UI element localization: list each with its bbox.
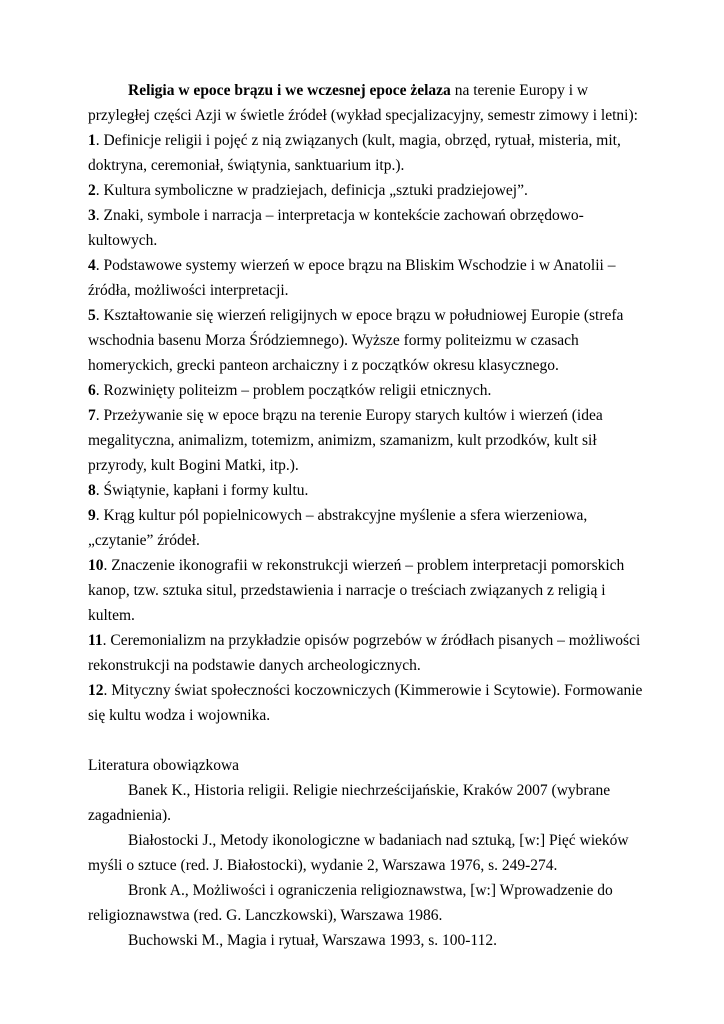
topic-item [88,128,648,178]
topic-text: . Rozwinięty politeizm – problem początków religii etnicznych. [95,382,492,399]
topic-item [88,178,648,203]
topic-number: 9 [88,507,96,524]
topic-item [88,503,648,553]
topic-number: 12 [88,682,104,699]
topic-number: 3 [88,207,96,224]
topic-item [88,678,648,728]
topic-item [88,553,648,628]
topic-item [88,253,648,303]
course-description: na terenie Europy i w przyległej części Azji w świetle źródeł (wykład specjalizacyjny, semestr zimowy i letni): [88,82,638,124]
topic-item [88,378,648,403]
topic-number: 1 [88,132,96,149]
topic-text: . Podstawowe systemy wierzeń w epoce brązu na Bliskim Wschodzie i w Anatolii – źródła, możliwości interpretacji. [88,257,616,299]
topic-number: 7 [88,407,96,424]
topic-number: 8 [88,482,96,499]
topic-text: . Kultura symboliczne w pradziejach, definicja „sztuki pradziejowej”. [95,182,528,199]
topic-item [88,303,648,378]
topic-number: 5 [88,307,96,324]
topic-text: . Kształtowanie się wierzeń religijnych w epoce brązu w południowej Europie (strefa wschodnia basenu Morza Śródziemnego). Wyższe formy politeizmu w czasach homeryckich, grecki panteon archaiczny i z początków okresu klasycznego. [88,307,624,374]
topic-number: 6 [88,382,96,399]
document-page [88,78,648,953]
literature-item: Białostocki J., Metody ikonologiczne w badaniach nad sztuką, [w:] Pięć wieków myśli o sztuce (red. J. Białostocki), wydanie 2, Warszawa 1976, s. 249-274. [88,832,629,874]
course-title: Religia w epoce brązu i we wczesnej epoce żelaza [128,82,451,99]
topic-text: . Mityczny świat społeczności koczowniczych (Kimmerowie i Scytowie). Formowanie się kultu wodza i wojownika. [88,682,643,724]
topic-text: . Definicje religii i pojęć z nią związanych (kult, magia, obrzęd, rytuał, misteria, mit, doktryna, ceremoniał, świątynia, sanktuarium itp.). [88,132,621,174]
topic-text: . Przeżywanie się w epoce brązu na terenie Europy starych kultów i wierzeń (idea megalityczna, animalizm, totemizm, animizm, szamanizm, kult przodków, kult sił przyrody, kult Bogini Matki, itp.). [88,407,603,474]
literature-heading: Literatura obowiązkowa [88,757,240,774]
literature-item: Buchowski M., Magia i rytuał, Warszawa 1993, s. 100-112. [128,932,497,949]
topic-text: . Świątynie, kapłani i formy kultu. [95,482,309,499]
topic-text: . Znaki, symbole i narracja – interpretacja w kontekście zachowań obrzędowo-kultowych. [88,207,584,249]
topic-number: 4 [88,257,96,274]
intro-paragraph [88,78,648,128]
topic-text: . Ceremonializm na przykładzie opisów pogrzebów w źródłach pisanych – możliwości rekonstrukcji na podstawie danych archeologicznych. [88,632,641,674]
section-spacer [88,728,648,753]
topic-item [88,403,648,478]
topic-number: 11 [88,632,103,649]
literature-item: Banek K., Historia religii. Religie niechrześcijańskie, Kraków 2007 (wybrane zagadnienia). [88,782,611,824]
topic-item [88,628,648,678]
topic-text: . Krąg kultur pól popielnicowych – abstrakcyjne myślenie a sfera wierzeniowa, „czytanie” źródeł. [88,507,588,549]
literature-item: Bronk A., Możliwości i ograniczenia religioznawstwa, [w:] Wprowadzenie do religioznawstwa (red. G. Lanczkowski), Warszawa 1986. [88,882,613,924]
topic-text: . Znaczenie ikonografii w rekonstrukcji wierzeń – problem interpretacji pomorskich kanop, tzw. sztuka situl, przedstawienia i narracje o treściach związanych z religią i kultem. [88,557,625,624]
topic-item [88,478,648,503]
topic-item [88,203,648,253]
topic-number: 10 [88,557,104,574]
topic-number: 2 [88,182,96,199]
